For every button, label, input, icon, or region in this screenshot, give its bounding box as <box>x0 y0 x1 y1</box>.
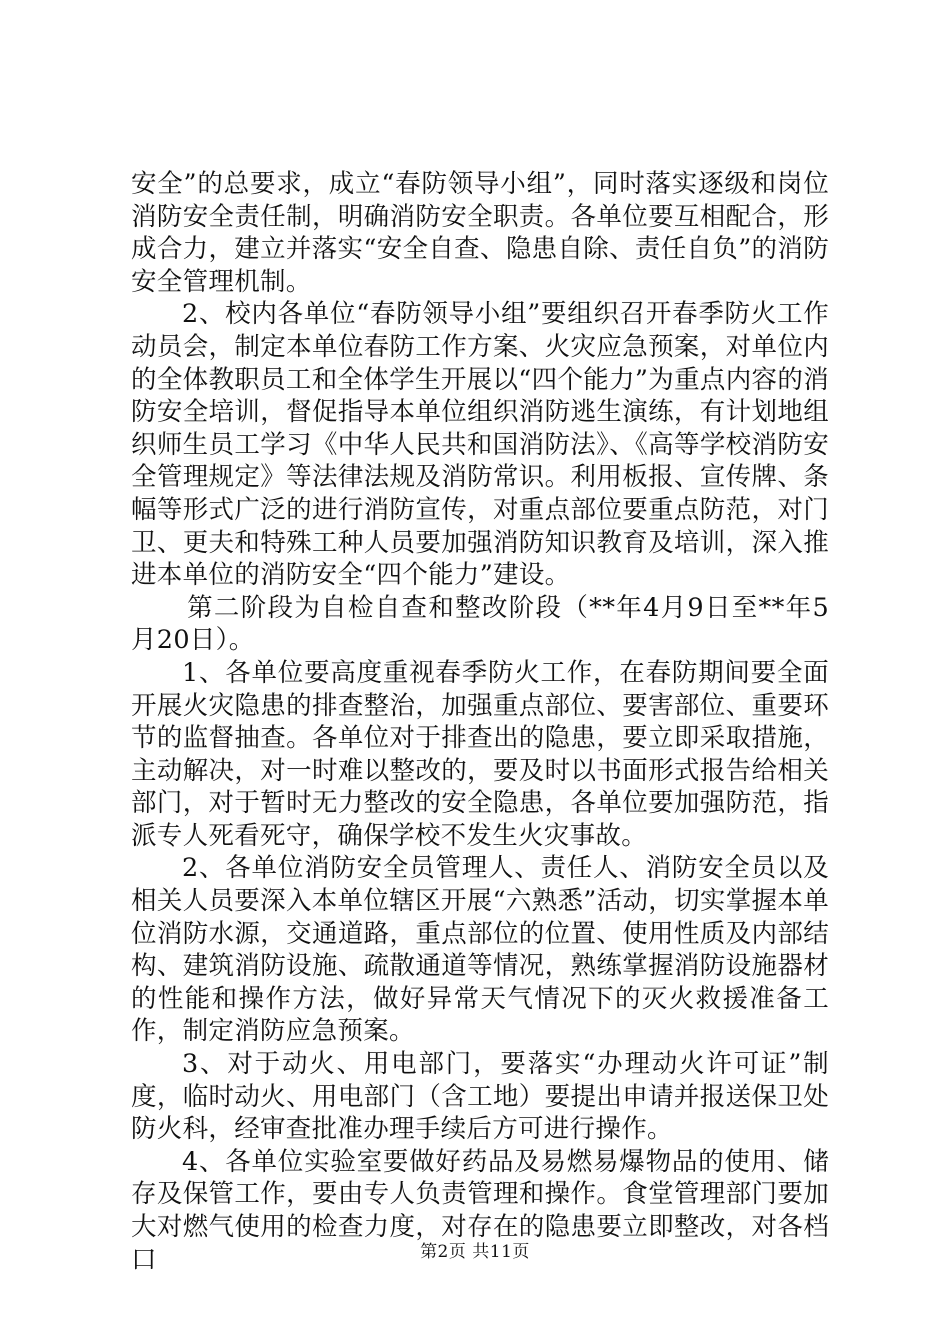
paragraph-continued: 安全”的总要求，成立“春防领导小组”，同时落实逐级和岗位消防安全责任制，明确消防安全职责。各单位要互相配合，形成合力，建立并落实“安全自查、隐患自除、责任自负”的消防安全管理机制。 <box>131 169 829 297</box>
page-number-footer: 第2页 共11页 <box>420 1242 530 1262</box>
paragraph-stage-two-item-4: 4、各单位实验室要做好药品及易燃易爆物品的使用、储存及保管工作，要由专人负责管理和操作。食堂管理部门要加大对燃气使用的检查力度，对存在的隐患要立即整改，对各档口 <box>131 1146 829 1275</box>
paragraph-stage-two-item-3: 3、对于动火、用电部门，要落实“办理动火许可证”制度，临时动火、用电部门（含工地）要提出申请并报送保卫处防火科，经审查批准办理手续后方可进行操作。 <box>131 1049 829 1145</box>
paragraph-stage-two-item-1: 1、各单位要高度重视春季防火工作，在春防期间要全面开展火灾隐患的排查整治，加强重点部位、要害部位、重要环节的监督抽查。各单位对于排查出的隐患，要立即采取措施，主动解决，对一时难以整改的，要及时以书面形式报告给相关部门，对于暂时无力整改的安全隐患，各单位要加强防范，指派专人死看死守，确保学校不发生火灾事故。 <box>131 657 829 851</box>
paragraph-item-2: 2、校内各单位“春防领导小组”要组织召开春季防火工作动员会，制定本单位春防工作方案、火灾应急预案，对单位内的全体教职员工和全体学生开展以“四个能力”为重点内容的消防安全培训，督促指导本单位组织消防逃生演练，有计划地组织师生员工学习《中华人民共和国消防法》、《高等学校消防安全管理规定》等法律法规及消防常识。利用板报、宣传牌、条幅等形式广泛的进行消防宣传，对重点部位要重点防范，对门卫、更夫和特殊工种人员要加强消防知识教育及培训，深入推进本单位的消防安全“四个能力”建设。 <box>131 299 829 591</box>
paragraph-stage-two: 第二阶段为自检自查和整改阶段（**年4月9日至**年5月20日）。 <box>131 592 829 656</box>
paragraph-stage-two-item-2: 2、各单位消防安全员管理人、责任人、消防安全员以及相关人员要深入本单位辖区开展“六熟悉”活动，切实掌握本单位消防水源，交通道路，重点部位的位置、使用性质及内部结构、建筑消防设施、疏散通道等情况，熟练掌握消防设施器材的性能和操作方法，做好异常天气情况下的灭火救援准备工作，制定消防应急预案。 <box>131 853 829 1047</box>
document-body <box>131 168 829 1276</box>
